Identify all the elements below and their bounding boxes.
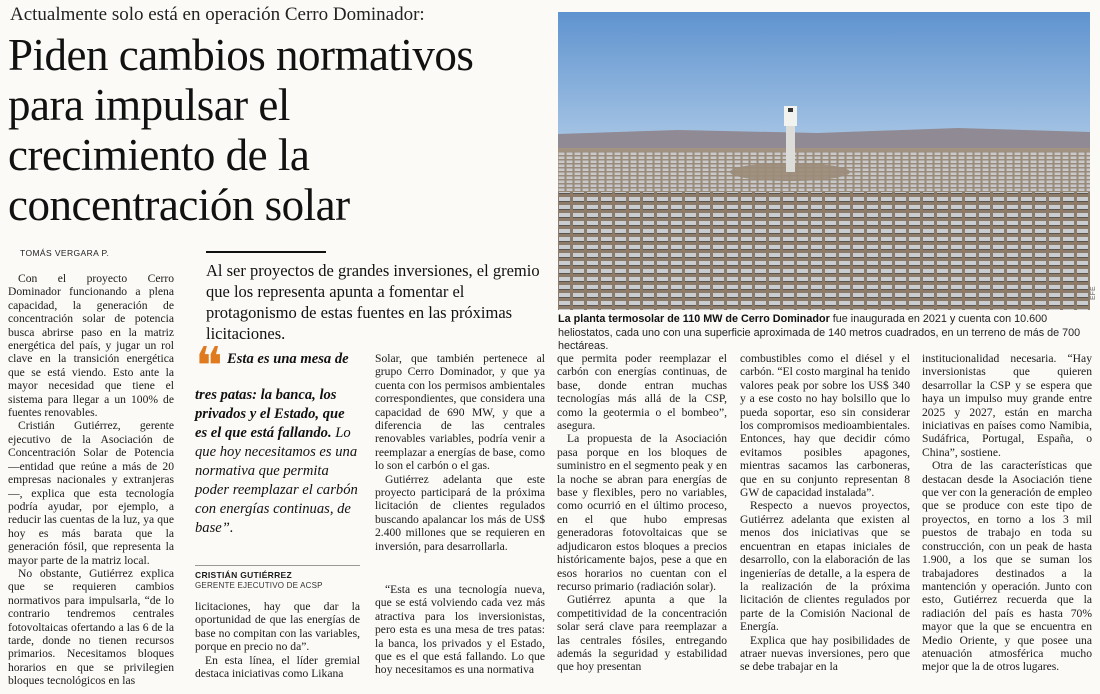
paragraph: Gutiérrez adelanta que este proyecto participará de la próxima licitación de clientes regulados buscando apalancar los más de US$ 2.400 millones que se requieren en inversión, para desarrollarla. xyxy=(375,472,545,553)
photo-caption xyxy=(558,313,1083,354)
paragraph: institucionalidad necesaria. “Hay inversionistas que quieren desarrollar la CSP y se espera que haya un impulso muy grande entre 2025 y 2027, están en marcha iniciativas en países como Namibia, Sudáfrica, Portugal, España, o China”, sostiene. xyxy=(922,352,1092,459)
paragraph: Respecto a nuevos proyectos, Gutiérrez adelanta que existen al menos dos iniciativas que se encuentran en etapas iniciales de desarrollo, con la elaboración de las ingenierías de detalle, a la espera de la realización de la próxima licitación de clientes regulados por parte de la Comisión Nacional de Energía. xyxy=(740,499,910,634)
deck-divider xyxy=(206,251,326,253)
paragraph: Solar, que también pertenece al grupo Cerro Dominador, y que ya cuenta con los permisos ambientales correspondientes, que considera una capacidad de 690 MW, y que a diferencia de las centrales renovables variables, podría venir a reemplazar a energías de base, como lo son el carbón o el gas. xyxy=(375,352,545,473)
body-column-2-end xyxy=(375,583,545,692)
headline-line: para impulsar el xyxy=(8,80,290,130)
paragraph: La propuesta de la Asociación pasa porque en los bloques de suministro en el segmento peak y en la noche se abran para energías de base y flexibles, pero no variables, como ocurrió en el último proceso, en el que hubo empresas generadoras fotovoltaicas que se adjudicaron estos bloques a precios históricamente bajos, pese a que en esos horarios no cuentan con el recurso primario (radiación solar). xyxy=(557,432,727,593)
caption-text: fue inaugurada en 2021 y cuenta con 10.600 heliostatos, cada uno con una superficie aproximada de 140 metros cuadrados, en un terreno de más de 700 hectáreas. xyxy=(558,313,1081,352)
headline-line: concentración solar xyxy=(8,180,350,230)
body-column-5 xyxy=(922,352,1092,692)
paragraph: No obstante, Gutiérrez explica que se requieren cambios normativos para impulsarla, “de lo contrario tendremos centrales fotovoltaicas ofertando a las 6 de la tarde, donde no tienen recursos primarios. Necesitamos bloques horarios en que se privilegien bloques tecnológicos en las xyxy=(8,566,174,688)
body-column-1 xyxy=(8,272,174,692)
solar-plant-illustration xyxy=(558,12,1090,310)
quote-bold: Esta es una mesa de tres patas: la banca, los privados y el Estado, que es el que está fallando. xyxy=(195,351,349,441)
quote-author-role: GERENTE EJECUTIVO DE ACSP xyxy=(195,581,323,590)
body-column-2-lower xyxy=(195,600,360,692)
paragraph: “Esta es una tecnología nueva, que se está volviendo cada vez más atractiva para los inversionistas, pero esta es una mesa de tres patas: la banca, los privados y el Estado, que es el que está fallando. Lo que hoy necesitamos es una normativa xyxy=(375,583,545,677)
paragraph: licitaciones, hay que dar la oportunidad de que las energías de base no compitan con las variables, porque en precio no da”. xyxy=(195,600,360,654)
paragraph: Otra de las características que destacan desde la Asociación tiene que ver con la generación de empleo que se produce con este tipo de proyectos, en torno a los 3 mil puestos de trabajo en toda su construcción, con un peak de hasta 1.900, a los que se suman los trabajadores destinados a la mantención y operación. Junto con esto, Gutiérrez recuerda que la radiación del país es hasta 70% mayor que la que se encuentra en Medio Oriente, y que posee una atenuación atmosférica mucho mejor que la de otros lugares. xyxy=(922,459,1092,674)
article-kicker: Actualmente solo está en operación Cerro Dominador: xyxy=(10,4,425,25)
article-photo xyxy=(558,12,1090,310)
body-column-2 xyxy=(375,352,545,582)
headline-line: crecimiento de la xyxy=(8,130,310,180)
quote-divider xyxy=(195,565,360,566)
paragraph: En esta línea, el líder gremial destaca iniciativas como Likana xyxy=(195,653,360,681)
caption-lead: La planta termosolar de 110 MW de Cerro Dominador xyxy=(558,313,830,325)
quote-author: CRISTIÁN GUTIÉRREZ xyxy=(195,570,293,580)
paragraph: Cristián Gutiérrez, gerente ejecutivo de la Asociación de Concentración Solar de Potencia —entidad que reúne a más de 20 empresas nacionales y extranjeras—, explica que esta tecnología podría ayudar, por ejemplo, a reducir las cuentas de la luz, ya que hoy es más barata que la generación fósil, que representa la mayor parte de la matriz local. xyxy=(8,419,174,567)
body-column-3 xyxy=(557,352,727,692)
byline: TOMÁS VERGARA P. xyxy=(20,248,110,258)
headline-line: Piden cambios normativos xyxy=(8,30,474,80)
paragraph: Con el proyecto Cerro Dominador funcionando a plena capacidad, la generación de concentración solar de potencia busca abrirse paso en la matriz energética del país, y jugar un rol clave en la transición energética que se está viendo. Esto ante la mayor necesidad que tiene el sistema para llegar a un 100% de fuentes renovables. xyxy=(8,272,174,420)
paragraph: que permita poder reemplazar el carbón con energías continuas, de base, donde entran muchas tecnologías más allá de la CSP, como la geotermia o el bombeo”, asegura. xyxy=(557,352,727,433)
body-column-4 xyxy=(740,352,910,692)
paragraph: combustibles como el diésel y el carbón. “El costo marginal ha tenido valores peak por sobre los US$ 340 y a ese costo no hay bolsillo que lo pueda soportar, eso sin considerar los compromisos medioambientales. Entonces, hay que decidir cómo evitamos posibles apagones, mientras sacamos las carboneras, que en su conjunto representan 8 GW de capacidad instalada”. xyxy=(740,352,910,500)
pull-quote xyxy=(195,339,360,538)
paragraph: Explica que hay posibilidades de atraer nuevas inversiones, pero que se debe trabajar en la xyxy=(740,633,910,674)
article-headline xyxy=(8,30,548,230)
paragraph: Gutiérrez apunta a que la competitividad de la concentración solar será clave para reemplazar a las centrales fósiles, entregando además la seguridad y estabilidad que hoy presentan xyxy=(557,593,727,674)
quote-mark-icon: ❝ xyxy=(195,339,223,396)
article-deck: Al ser proyectos de grandes inversiones, el gremio que los representa apunta a fomentar el protagonismo de estas fuentes en las próximas licitaciones. xyxy=(206,261,540,343)
photo-credit: EFE xyxy=(1090,286,1097,300)
quote-rest: Lo que hoy necesitamos es una normativa que permita poder reemplazar el carbón con energías continuas, de base”. xyxy=(195,425,358,536)
